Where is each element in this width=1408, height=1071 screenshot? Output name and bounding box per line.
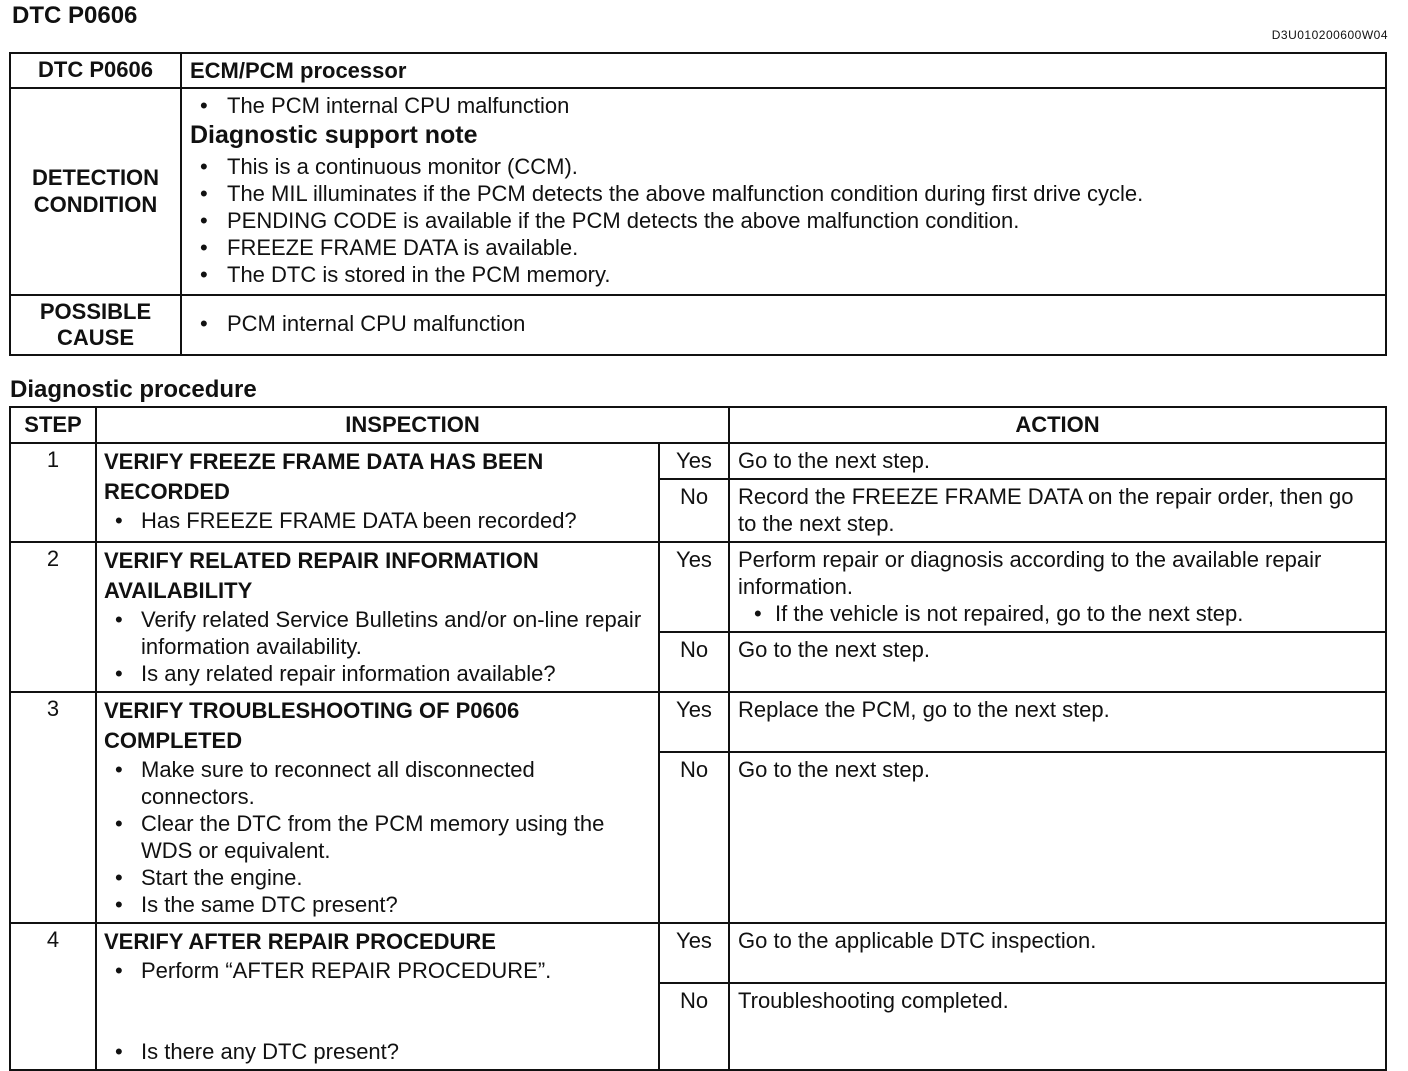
list-item: • The DTC is stored in the PCM memory. bbox=[190, 261, 1377, 288]
inspection-column-header: INSPECTION bbox=[96, 407, 729, 443]
dtc-code-row bbox=[10, 53, 1386, 88]
list-item: • PCM internal CPU malfunction bbox=[190, 310, 1377, 337]
list-item: • Is any related repair information available? bbox=[104, 660, 652, 687]
yes-action bbox=[729, 542, 1386, 632]
table-header-row bbox=[10, 407, 1386, 443]
possible-cause-list bbox=[190, 310, 1377, 337]
list-item: • Verify related Service Bulletins and/or on-line repair information availability. bbox=[104, 606, 652, 660]
detection-label-line2: CONDITION bbox=[33, 191, 158, 217]
yes-action: Go to the next step. bbox=[729, 443, 1386, 479]
list-item: • This is a continuous monitor (CCM). bbox=[190, 153, 1377, 180]
step-2-yes-row bbox=[10, 542, 1386, 632]
step-3-yes-row bbox=[10, 692, 1386, 752]
procedure-section-title: Diagnostic procedure bbox=[10, 376, 257, 403]
dtc-code-label: DTC P0606 bbox=[10, 53, 181, 88]
list-item: • The MIL illuminates if the PCM detects the above malfunction condition during first drive cycle. bbox=[190, 180, 1377, 207]
step-bullets bbox=[104, 606, 652, 687]
step-inspection bbox=[96, 692, 659, 923]
list-item: • Clear the DTC from the PCM memory using the WDS or equivalent. bbox=[104, 810, 652, 864]
no-label: No bbox=[659, 983, 729, 1070]
page-title: DTC P0606 bbox=[12, 2, 138, 29]
no-label: No bbox=[659, 752, 729, 923]
list-item: • Perform “AFTER REPAIR PROCEDURE”. bbox=[104, 957, 652, 984]
step-inspection bbox=[96, 443, 659, 542]
cause-label-line1: POSSIBLE bbox=[39, 298, 152, 324]
support-note-heading: Diagnostic support note bbox=[190, 121, 478, 149]
step-inspection bbox=[96, 542, 659, 692]
list-item: • PENDING CODE is available if the PCM detects the above malfunction condition. bbox=[190, 207, 1377, 234]
possible-cause-row bbox=[10, 295, 1386, 355]
step-heading: VERIFY TROUBLESHOOTING OF P0606 COMPLETED bbox=[104, 698, 520, 753]
step-1-yes-row bbox=[10, 443, 1386, 479]
list-item: • Is the same DTC present? bbox=[104, 891, 652, 918]
detection-condition-label bbox=[10, 88, 181, 295]
list-item: • The PCM internal CPU malfunction bbox=[190, 92, 1377, 119]
yes-action: Replace the PCM, go to the next step. bbox=[729, 692, 1386, 752]
possible-cause-content bbox=[181, 295, 1386, 355]
no-label: No bbox=[659, 632, 729, 692]
step-bullets bbox=[104, 756, 652, 918]
list-item: • Make sure to reconnect all disconnected connectors. bbox=[104, 756, 652, 810]
step-heading: VERIFY FREEZE FRAME DATA HAS BEEN RECORDED bbox=[104, 449, 544, 504]
yes-label: Yes bbox=[659, 542, 729, 632]
step-number: 2 bbox=[10, 542, 96, 692]
step-column-header: STEP bbox=[10, 407, 96, 443]
step-4-yes-row bbox=[10, 923, 1386, 983]
list-item: • Start the engine. bbox=[104, 864, 652, 891]
action-column-header: ACTION bbox=[729, 407, 1386, 443]
detection-condition-row bbox=[10, 88, 1386, 295]
yes-label: Yes bbox=[659, 443, 729, 479]
step-heading: VERIFY AFTER REPAIR PROCEDURE bbox=[104, 929, 496, 954]
detection-label-line1: DETECTION bbox=[31, 165, 160, 191]
document-code: D3U010200600W04 bbox=[1271, 28, 1388, 42]
yes-action-text: Perform repair or diagnosis according to the available repair information. bbox=[738, 547, 1322, 599]
no-action: Go to the next step. bbox=[729, 632, 1386, 692]
step-number: 4 bbox=[10, 923, 96, 1070]
detection-list bbox=[190, 92, 1377, 119]
no-action: Go to the next step. bbox=[729, 752, 1386, 923]
list-item: • FREEZE FRAME DATA is available. bbox=[190, 234, 1377, 261]
yes-label: Yes bbox=[659, 692, 729, 752]
possible-cause-label bbox=[10, 295, 181, 355]
list-item: • Is there any DTC present? bbox=[104, 1038, 652, 1065]
yes-label: Yes bbox=[659, 923, 729, 983]
list-item: • If the vehicle is not repaired, go to the next step. bbox=[738, 600, 1377, 627]
step-number: 3 bbox=[10, 692, 96, 923]
support-note-list bbox=[190, 153, 1377, 288]
step-bullets bbox=[104, 957, 652, 1065]
detection-condition-content bbox=[181, 88, 1386, 295]
list-item: • Has FREEZE FRAME DATA been recorded? bbox=[104, 507, 652, 534]
dtc-info-table bbox=[9, 52, 1387, 356]
yes-action: Go to the applicable DTC inspection. bbox=[729, 923, 1386, 983]
step-inspection bbox=[96, 923, 659, 1070]
no-label: No bbox=[659, 479, 729, 542]
cause-label-line2: CAUSE bbox=[56, 325, 134, 350]
no-action: Troubleshooting completed. bbox=[729, 983, 1386, 1070]
yes-action-bullets bbox=[738, 600, 1377, 627]
step-number: 1 bbox=[10, 443, 96, 542]
diagnostic-procedure-table bbox=[9, 406, 1387, 1071]
step-heading: VERIFY RELATED REPAIR INFORMATION AVAILABILITY bbox=[104, 548, 539, 603]
no-action: Record the FREEZE FRAME DATA on the repair order, then go to the next step. bbox=[729, 479, 1386, 542]
step-bullets bbox=[104, 507, 652, 534]
dtc-code-description: ECM/PCM processor bbox=[181, 53, 1386, 88]
